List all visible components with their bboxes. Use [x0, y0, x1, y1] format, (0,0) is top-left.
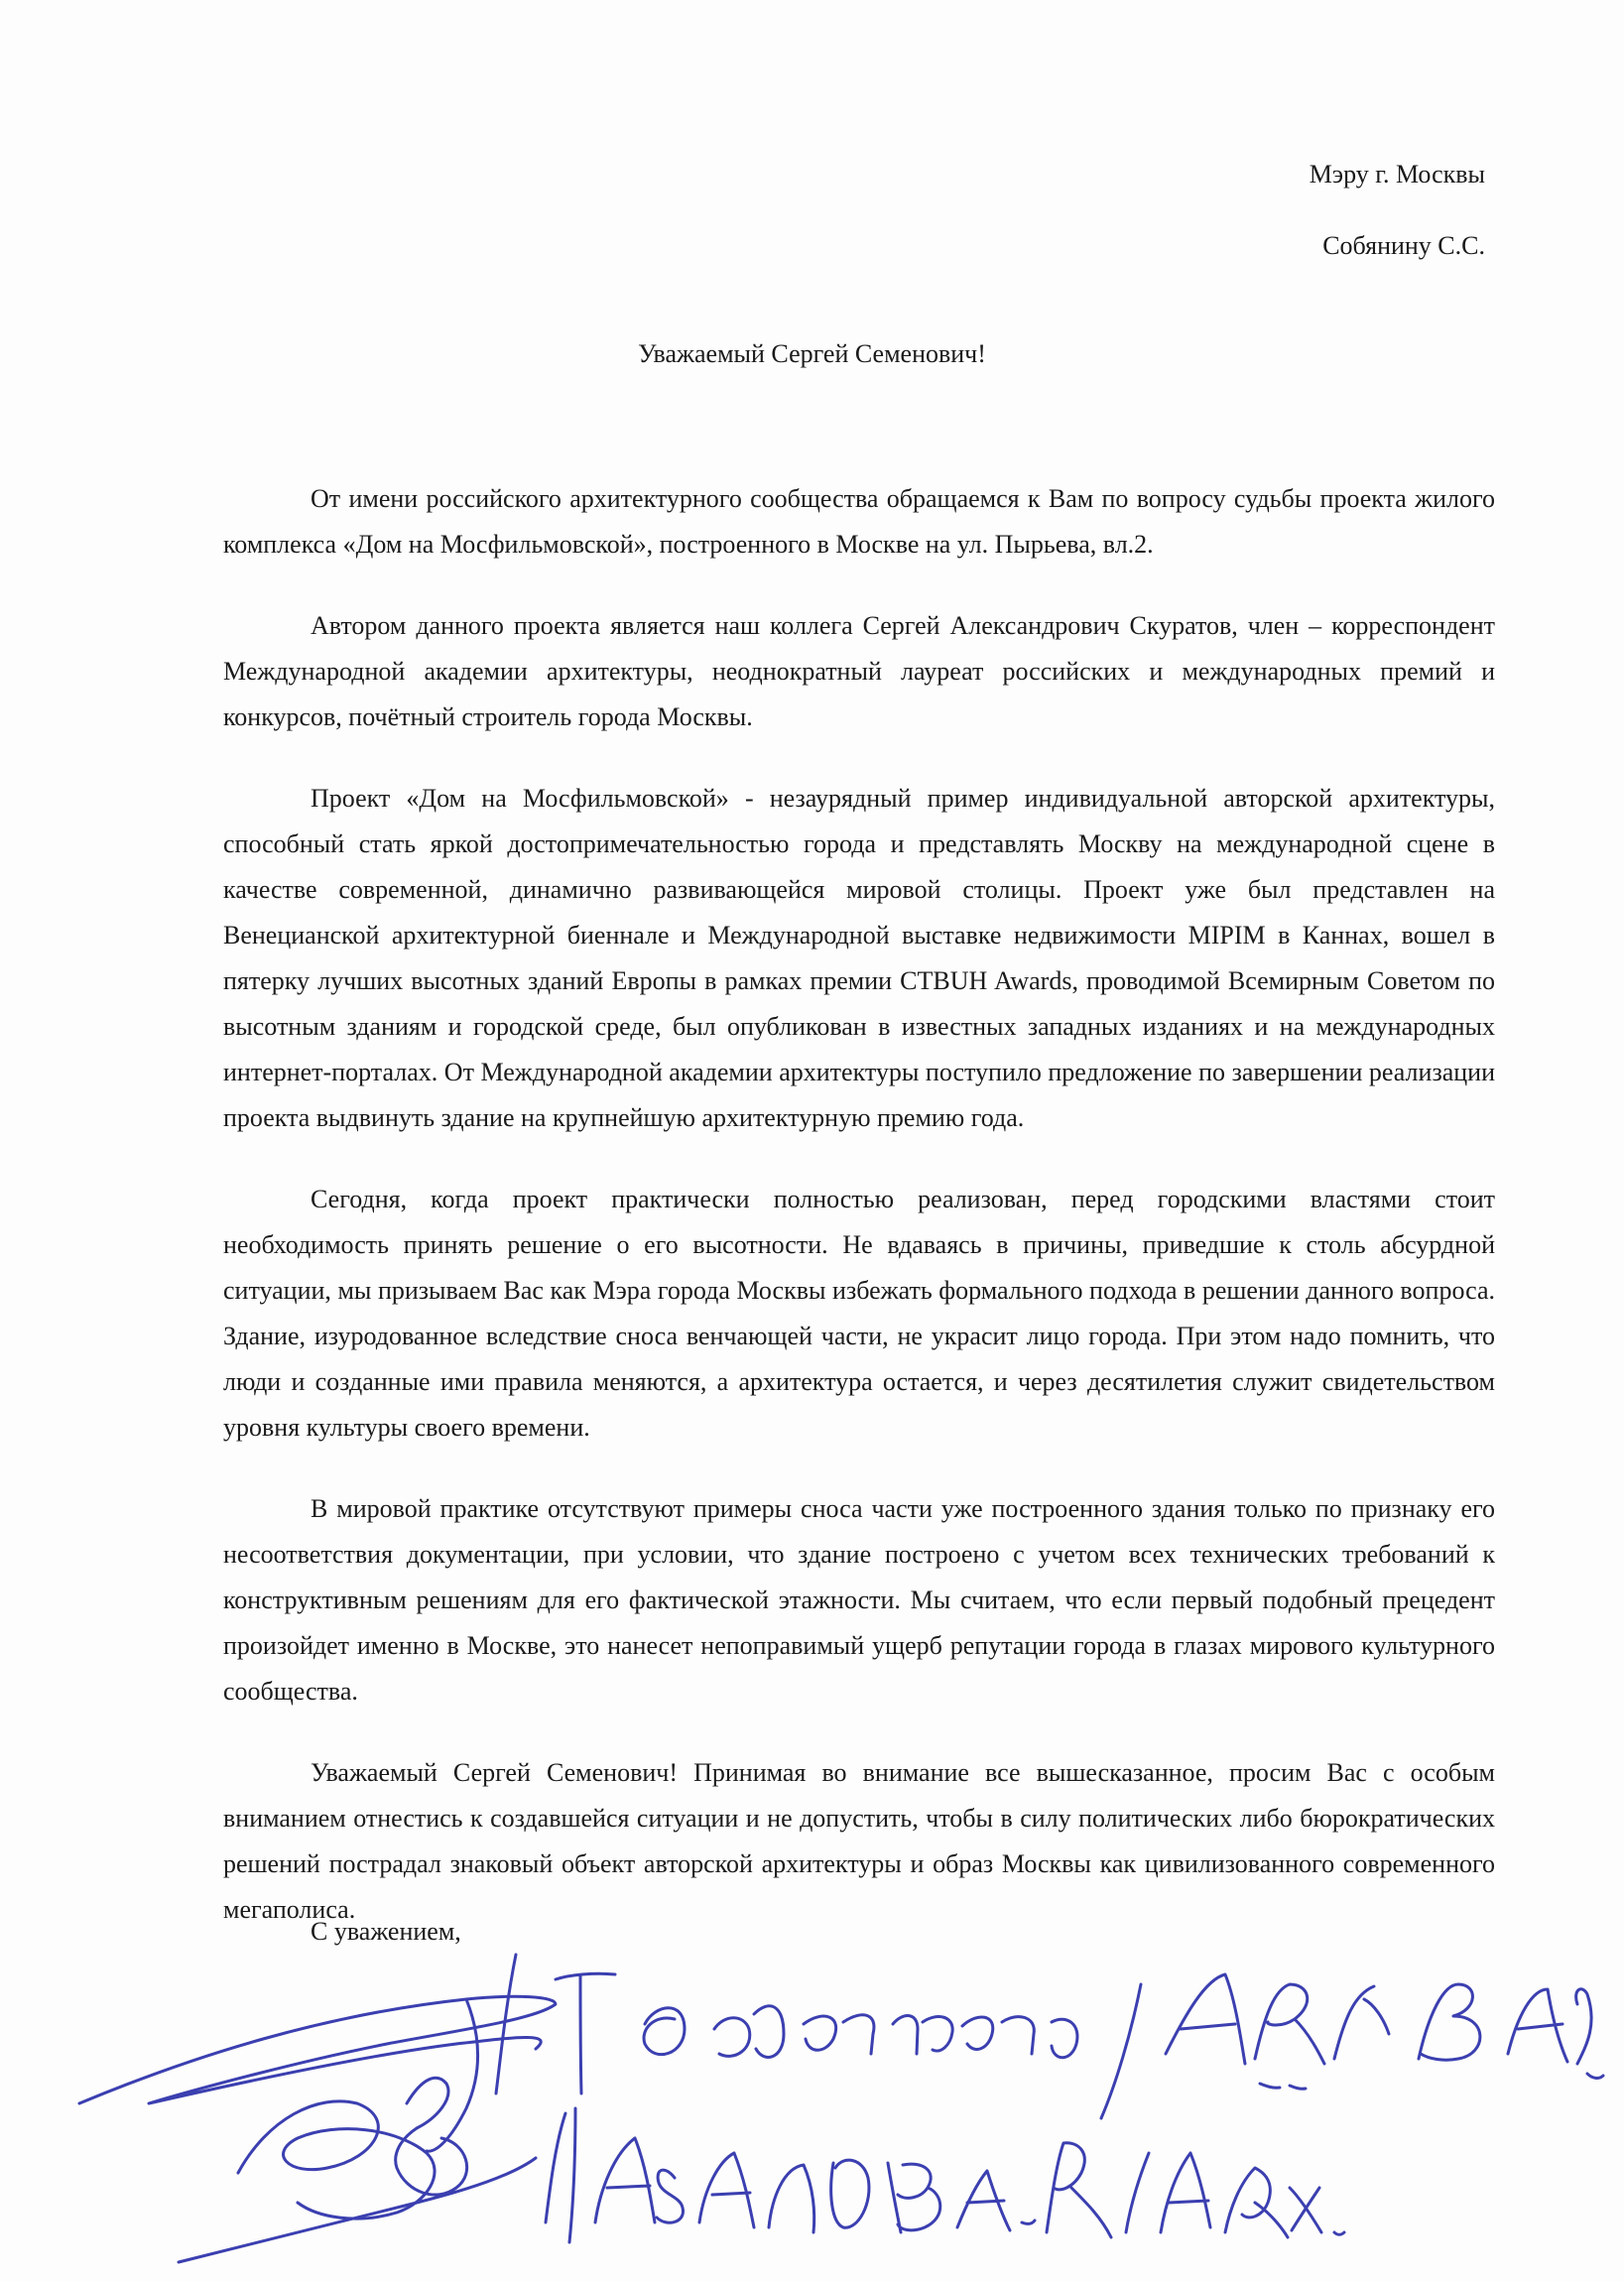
handwritten-signatures	[0, 1905, 1624, 2282]
addressee-line-2: Собянину С.С.	[1322, 231, 1485, 260]
closing-phrase: С уважением,	[311, 1917, 461, 1946]
paragraph-1: От имени российского архитектурного сообщества обращаемся к Вам по вопросу судьбы проекта жилого комплекса «Дом на Мосфильмовской», построенного в Москве на ул. Пырьева, вл.2.	[223, 484, 1495, 559]
letter-body	[223, 476, 1495, 1968]
salutation: Уважаемый Сергей Семенович!	[638, 339, 986, 368]
paragraph-6: Уважаемый Сергей Семенович! Принимая во внимание все вышесказанное, просим Вас с особым вниманием отнестись к создавшейся ситуации и не допустить, чтобы в силу политических либо бюрократических решений пострадал знаковый объект авторской архитектуры и образ Москвы как цивилизованного современного мегаполиса.	[223, 1758, 1495, 1924]
paragraph-2: Автором данного проекта является наш коллега Сергей Александрович Скуратов, член – корреспондент Международной академии архитектуры, неоднократный лауреат российских и международных премий и конкурсов, почётный строитель города Москвы.	[223, 611, 1495, 731]
signature-2	[179, 2078, 1344, 2262]
paragraph-4: Сегодня, когда проект практически полностью реализован, перед городскими властями стоит необходимость принять решение о его высотности. Не вдаваясь в причины, приведшие к столь абсурдной ситуации, мы призываем Вас как Мэра города Москвы избежать формального подхода в решении данного вопроса. Здание, изуродованное вследствие сноса венчающей части, не украсит лицо города. При этом надо помнить, что люди и созданные ими правила меняются, а архитектура остается, и через десятилетия служит свидетельством уровня культуры своего времени.	[223, 1185, 1495, 1442]
signature-1	[79, 1955, 1603, 2151]
signatures-area	[0, 1905, 1624, 2282]
addressee-block	[1310, 139, 1485, 282]
paragraph-5: В мировой практике отсутствуют примеры сноса части уже построенного здания только по признаку его несоответствия документации, при условии, что здание построено с учетом всех технических требований к конструктивным решениям для его фактической этажности. Мы считаем, что если первый подобный прецедент произойдет именно в Москве, это нанесет непоправимый ущерб репутации города в глазах мирового культурного сообщества.	[223, 1494, 1495, 1706]
addressee-line-1: Мэру г. Москвы	[1309, 160, 1485, 189]
paragraph-3: Проект «Дом на Мосфильмовской» - незаурядный пример индивидуальной авторской архитектуры, способный стать яркой достопримечательностью города и представлять Москву на международной сцене в качестве современной, динамично развивающейся мировой столицы. Проект уже был представлен на Венецианской архитектурной биеннале и Международной выставке недвижимости MIPIM в Каннах, вошел в пятерку лучших высотных зданий Европы в рамках премии CTBUH Awards, проводимой Всемирным Советом по высотным зданиям и городской среде, был опубликован в известных западных изданиях и на международных интернет-порталах. От Международной академии архитектуры поступило предложение по завершении реализации проекта выдвинуть здание на крупнейшую архитектурную премию года.	[223, 784, 1495, 1132]
